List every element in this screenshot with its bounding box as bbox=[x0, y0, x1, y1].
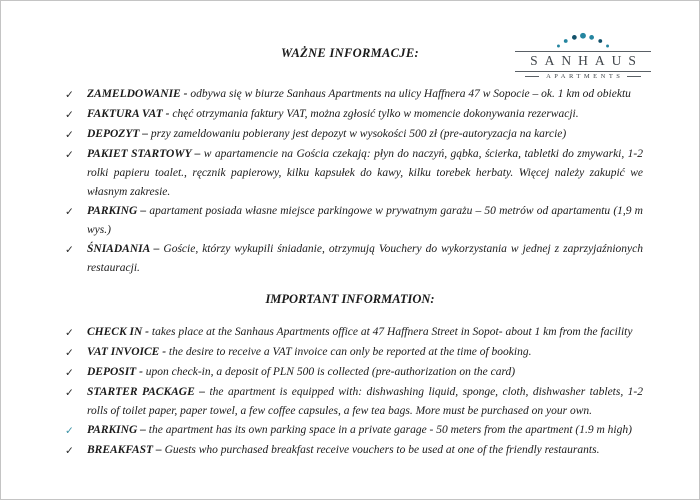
logo-dots-arc-icon bbox=[533, 31, 633, 51]
checkmark-icon: ✓ bbox=[65, 368, 74, 379]
checkmark-icon: ✓ bbox=[65, 388, 74, 399]
item-text: the apartment is equipped with: dishwashing liquid, sponge, cloth, dishwasher tablets, 1-2 rolls of toilet paper, paper towel, a few coffee capsules, a few tea bags. More must be purchased on your own. bbox=[87, 386, 643, 417]
item-text: chęć otrzymania faktury VAT, można zgłosić tylko w momencie dokonywania rezerwacji. bbox=[172, 108, 579, 120]
item-text: w apartamencie na Gościa czekają: płyn do naczyń, gąbka, ścierka, tabletki do zmywarki, 1-2 rolki papieru toalet., ręcznik papierowy, kilku kapsułek do kawy, kilku torebek herbaty. Więcej należy zakupić we własnym zakresie. bbox=[87, 148, 643, 198]
list-item bbox=[65, 441, 643, 461]
info-list-polish bbox=[65, 85, 643, 278]
item-term: PARKING – bbox=[87, 205, 150, 217]
list-item bbox=[65, 383, 643, 421]
list-item bbox=[65, 323, 643, 343]
item-term: PARKING – bbox=[87, 424, 149, 436]
item-term: FAKTURA VAT - bbox=[87, 108, 173, 120]
list-item bbox=[65, 85, 643, 105]
item-text: the apartment has its own parking space in a private garage - 50 meters from the apartment (1.9 m high) bbox=[148, 424, 632, 436]
item-term: CHECK IN - bbox=[87, 326, 152, 338]
checkmark-icon: ✓ bbox=[65, 328, 74, 339]
item-term: STARTER PACKAGE – bbox=[87, 386, 210, 398]
page-title-english: IMPORTANT INFORMATION: bbox=[265, 292, 435, 306]
logo-subtitle-text: APARTMENTS bbox=[546, 73, 624, 80]
list-item bbox=[65, 363, 643, 383]
checkmark-icon: ✓ bbox=[65, 150, 74, 161]
info-list-english bbox=[65, 323, 643, 461]
list-item bbox=[65, 105, 643, 125]
item-term: ŚNIADANIA – bbox=[87, 243, 164, 255]
item-text: upon check-in, a deposit of PLN 500 is collected (pre-authorization on the card) bbox=[145, 366, 516, 378]
list-item bbox=[65, 145, 643, 202]
checkmark-icon: ✓ bbox=[65, 245, 74, 256]
item-term: DEPOSIT - bbox=[87, 366, 146, 378]
item-text: takes place at the Sanhaus Apartments office at 47 Haffnera Street in Sopot- about 1 km from the facility bbox=[151, 326, 633, 338]
item-term: BREAKFAST – bbox=[87, 444, 165, 456]
checkmark-icon: ✓ bbox=[65, 348, 74, 359]
item-text: Guests who purchased breakfast receive vouchers to be used at one of the friendly restaurants. bbox=[164, 444, 600, 456]
list-item bbox=[65, 421, 643, 441]
item-text: the desire to receive a VAT invoice can only be reported at the time of booking. bbox=[168, 346, 532, 358]
page-title-polish: WAŻNE INFORMACJE: bbox=[281, 46, 419, 60]
checkmark-icon: ✓ bbox=[65, 130, 74, 141]
item-text: apartament posiada własne miejsce parkingowe w prywatnym garażu – 50 metrów od apartamentu (1,9 m wys.) bbox=[87, 205, 643, 236]
logo-rule-right bbox=[627, 76, 641, 77]
item-term: VAT INVOICE - bbox=[87, 346, 169, 358]
checkmark-icon: ✓ bbox=[65, 90, 74, 101]
logo-brand-name: SANHAUS bbox=[515, 51, 651, 72]
list-item bbox=[65, 125, 643, 145]
list-item bbox=[65, 240, 643, 278]
list-item bbox=[65, 202, 643, 240]
logo-subtitle bbox=[515, 73, 651, 80]
item-term: ZAMELDOWANIE - bbox=[87, 88, 191, 100]
item-text: przy zameldowaniu pobierany jest depozyt w wysokości 500 zł (pre-autoryzacja na karcie) bbox=[150, 128, 567, 140]
sanhaus-logo bbox=[515, 31, 651, 80]
item-text: odbywa się w biurze Sanhaus Apartments na ulicy Haffnera 47 w Sopocie – ok. 1 km od obiektu bbox=[190, 88, 631, 100]
logo-rule-left bbox=[525, 76, 539, 77]
checkmark-icon: ✓ bbox=[65, 207, 74, 218]
item-term: DEPOZYT – bbox=[87, 128, 151, 140]
checkmark-icon: ✓ bbox=[65, 110, 74, 121]
checkmark-icon: ✓ bbox=[65, 426, 74, 437]
list-item bbox=[65, 343, 643, 363]
item-text: Goście, którzy wykupili śniadanie, otrzymują Vouchery do wykorzystania w jednej z zaprzyjaźnionych restauracji. bbox=[87, 243, 643, 274]
checkmark-icon: ✓ bbox=[65, 446, 74, 457]
item-term: PAKIET STARTOWY – bbox=[87, 148, 204, 160]
